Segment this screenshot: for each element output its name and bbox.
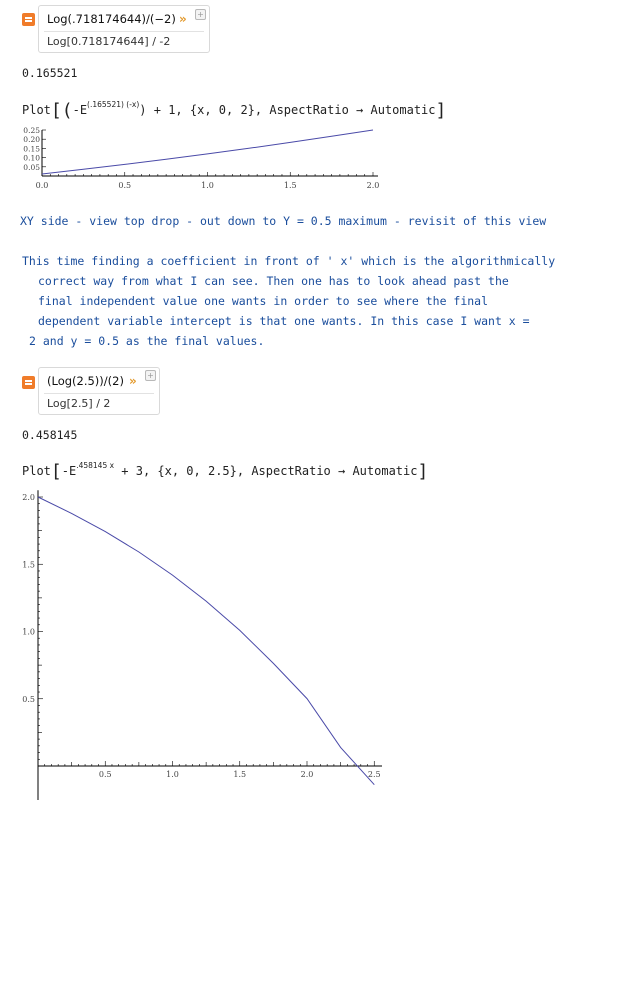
paragraph-line-1: This time finding a coefficient in front of ' x' which is the algorithmically (22, 254, 556, 268)
x-tick-label: 1.0 (201, 181, 214, 190)
y-tick-label: 1.5 (22, 560, 35, 570)
plot-2-axes (22, 490, 382, 800)
minus-e: -E (61, 464, 77, 478)
plot-args: + 3, {x, 0, 2.5}, AspectRatio → Automatic (114, 464, 418, 478)
open-bracket: [( (50, 100, 73, 121)
plot-1-curve (42, 130, 373, 174)
plot-1 (0, 0, 622, 200)
query-input-1[interactable]: Log(.718174644)/(−2) (47, 12, 176, 26)
y-tick-label: 0.20 (23, 135, 40, 145)
x-tick-label: 1.5 (283, 181, 297, 190)
y-tick-label: 0.25 (23, 126, 40, 135)
x-tick-label: 2.5 (367, 770, 381, 779)
output-1: 0.165521 (22, 66, 78, 80)
exponent: (.165521) (-x) (87, 100, 140, 109)
output-2: 0.458145 (22, 428, 78, 442)
y-tick-label: 1.0 (22, 627, 35, 637)
parsed-query-1: Log[0.718174644] / -2 (47, 35, 171, 48)
wolfram-query-box-2[interactable] (38, 367, 160, 415)
query-separator (44, 393, 154, 394)
x-tick-label: 0.5 (118, 181, 132, 190)
plus-icon[interactable]: + (195, 9, 206, 20)
y-tick-label: 2.0 (22, 493, 35, 502)
note-line: XY side - view top drop - out down to Y = 0.5 maximum - revisit of this view (20, 214, 547, 228)
x-tick-label: 0.0 (35, 181, 49, 190)
plot-args: ) + 1, {x, 0, 2}, AspectRatio → Automatic (139, 103, 436, 117)
plot-keyword: Plot (22, 464, 51, 478)
paragraph-line-2: correct way from what I can see. Then one has to look ahead past the (38, 274, 509, 288)
expand-arrows-icon[interactable]: » (179, 12, 187, 26)
paragraph-line-5: 2 and y = 0.5 as the final values. (29, 334, 265, 348)
query-input-2[interactable]: (Log(2.5))/(2) (47, 374, 124, 388)
x-tick-label: 1.0 (166, 770, 179, 779)
plot-1-axes (23, 126, 379, 190)
open-bracket: [ (50, 461, 62, 482)
x-tick-label: 2.0 (366, 181, 380, 190)
y-tick-label: 0.05 (23, 162, 40, 172)
plot-command-2[interactable] (22, 461, 428, 482)
y-tick-label: 0.15 (23, 144, 40, 154)
x-tick-label: 2.0 (300, 770, 314, 779)
paragraph-line-3: final independent value one wants in order to see where the final (38, 294, 489, 308)
plot-2-curve (38, 497, 374, 785)
y-tick-label: 0.5 (22, 694, 35, 704)
x-tick-label: 0.5 (98, 770, 112, 779)
close-bracket: ] (417, 461, 429, 482)
minus-e: -E (72, 103, 88, 117)
plot-keyword: Plot (22, 103, 51, 117)
y-tick-label: 0.10 (23, 153, 40, 163)
plus-icon[interactable]: + (145, 370, 156, 381)
wolfram-alpha-icon[interactable] (22, 376, 35, 389)
close-bracket: ] (435, 100, 447, 121)
paragraph-line-4: dependent variable intercept is that one wants. In this case I want x = (38, 314, 530, 328)
parsed-query-2: Log[2.5] / 2 (47, 397, 111, 410)
expand-arrows-icon[interactable]: » (129, 374, 137, 388)
x-tick-label: 1.5 (233, 770, 247, 779)
exponent: .458145 x (76, 461, 115, 470)
plot-2 (0, 480, 622, 800)
